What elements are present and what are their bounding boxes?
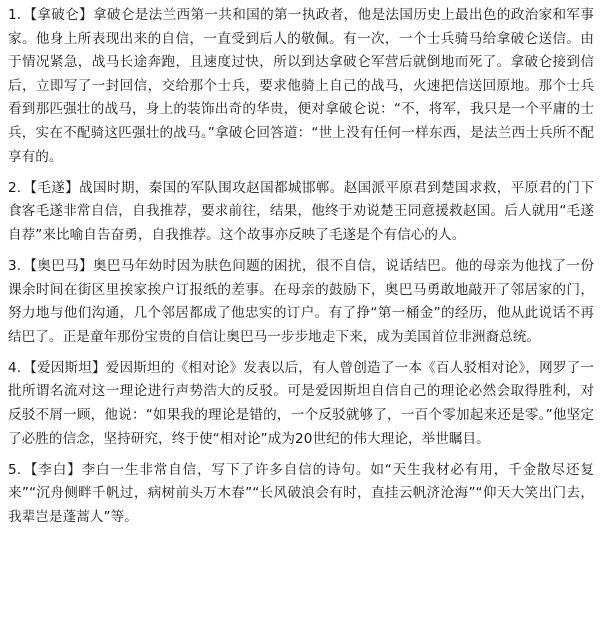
entry-number: 1. <box>8 7 22 23</box>
entry-text: 爱因斯坦的《相对论》发表以后，有人曾创造了一本《百人驳相对论》，网罗了一批所谓名流对这一理论进行声势浩大的反驳。可是爱因斯坦自信自己的理论必然会取得胜利，对反驳不屑一顾，他说：“如果我的理论是错的，一个反驳就够了，一百个零加起来还是零。”他坚定了必胜的信念，坚持研究，终于使“相对论”成为20世纪的伟大理论，举世瞩目。 <box>8 359 594 447</box>
entry-text: 战国时期，秦国的军队围攻赵国都城邯郸。赵国派平原君到楚国求救，平原君的门下食客毛遂非常自信，自我推荐，要求前往，结果，他终于劝说楚王同意援救赵国。后人就用“毛遂自荐”来比喻自告奋勇，自我推荐。这个故事亦反映了毛遂是个有信心的人。 <box>8 179 594 243</box>
entry-einstein <box>8 357 594 451</box>
entry-li-bai <box>8 459 594 530</box>
document-body <box>8 4 594 529</box>
entry-text: 拿破仑是法兰西第一共和国的第一执政者，他是法国历史上最出色的政治家和军事家。他身上所表现出来的自信，一直受到后人的敬佩。有一次，一个士兵骑马给拿破仑送信。由于情况紧急，战马长途奔跑，且速度过快，所以到达拿破仑军营后就倒地而死了。拿破仑接到信后，立即写了一封回信，交给那个士兵，要求他骑上自己的战马，火速把信送回原地。那个士兵看到那匹强壮的战马，身上的装饰出奇的华贵，便对拿破仑说：“不，将军，我只是一个平庸的士兵，实在不配骑这匹强壮的战马。”拿破仑回答道：“世上没有任何一样东西，是法兰西士兵所不配享有的。 <box>8 7 594 165</box>
entry-number: 2. <box>8 179 22 196</box>
entry-title: 【毛遂】 <box>23 179 80 196</box>
entry-title: 【李白】 <box>23 461 82 478</box>
entry-text: 李白一生非常自信，写下了许多自信的诗句。如“天生我材必有用，千金散尽还复来”“沉舟侧畔千帆过，病树前头万木春”“长风破浪会有时，直挂云帆济沧海”“仰天大笑出门去，我辈岂是蓬蒿人”等。 <box>8 461 594 525</box>
entry-mao-sui <box>8 177 594 248</box>
entry-napoleon <box>8 4 594 169</box>
entry-number: 3. <box>8 257 22 274</box>
entry-obama <box>8 255 594 349</box>
entry-text: 奥巴马年幼时因为肤色问题的困扰，很不自信，说话结巴。他的母亲为他找了一份课余时间在街区里挨家挨户订报纸的差事。在母亲的鼓励下，奥巴马勇敢地敲开了邻居家的门，努力地与他们沟通，几个邻居都成了他忠实的订户。有了挣“第一桶金”的经历，他从此说话不再结巴了。正是童年那份宝贵的自信让奥巴马一步步地走下来，成为美国首位非洲裔总统。 <box>8 257 594 345</box>
entry-title: 【奥巴马】 <box>23 257 93 274</box>
entry-number: 5. <box>8 461 22 478</box>
entry-title: 【拿破仑】 <box>23 7 93 23</box>
entry-title: 【爱因斯坦】 <box>23 359 106 376</box>
entry-number: 4. <box>8 359 22 376</box>
